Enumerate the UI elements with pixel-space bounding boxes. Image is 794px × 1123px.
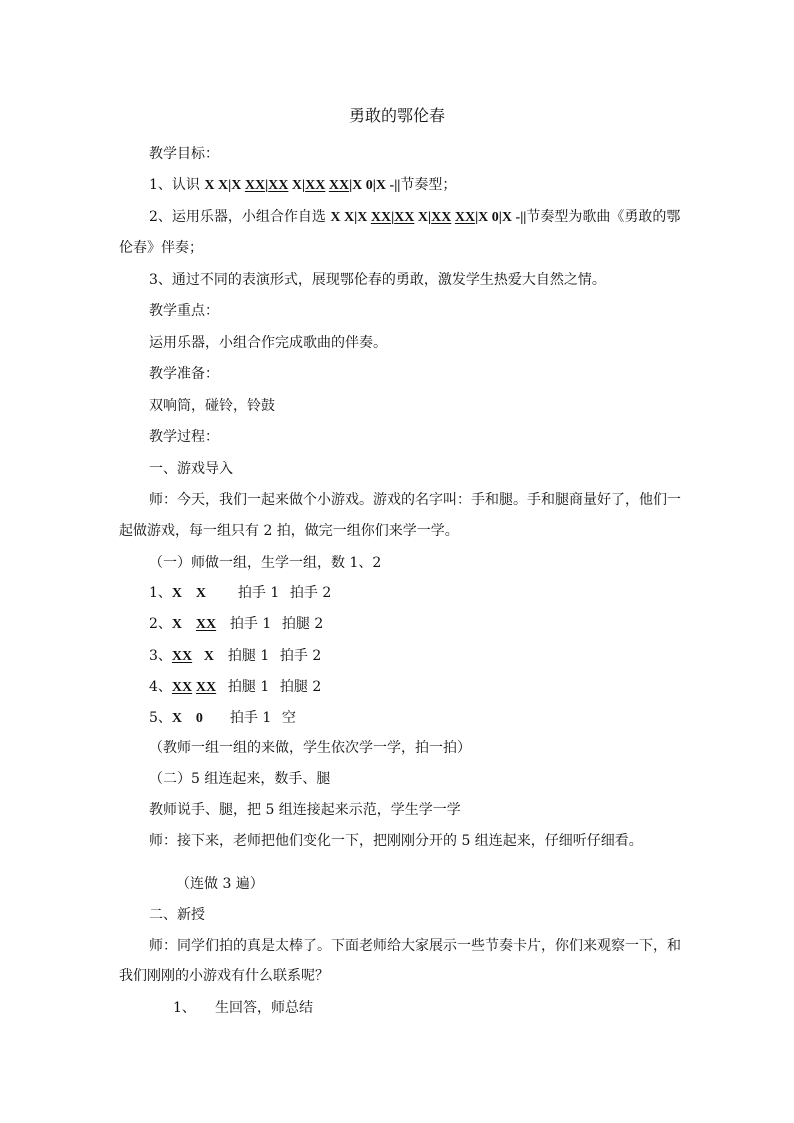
drill-number: 2、 xyxy=(149,616,172,632)
drill-rhythm-b: XX xyxy=(195,680,217,695)
rhythm-symbol: | xyxy=(391,210,395,225)
objective-item-1 xyxy=(149,175,456,195)
new-lesson-line-2: 我们刚刚的小游戏有什么联系呢？ xyxy=(119,968,329,984)
drill-number: 3、 xyxy=(149,648,172,664)
drill-desc-2: 空 xyxy=(281,710,296,726)
drill-number: 5、 xyxy=(149,710,172,726)
rhythm-symbol: XX xyxy=(268,178,289,193)
drill-rhythm-b: X xyxy=(195,586,207,601)
drill-rhythm-a: XX xyxy=(171,680,193,695)
preparation-heading: 教学准备： xyxy=(149,366,219,382)
rhythm-symbol: | xyxy=(265,178,269,193)
drill-desc-1: 拍腿 1 xyxy=(227,648,270,664)
rhythm-symbol: || xyxy=(520,210,527,225)
preparation-text: 双响筒，碰铃，铃鼓 xyxy=(149,398,275,414)
process-heading: 教学过程： xyxy=(149,429,219,445)
rhythm-symbol: 0 xyxy=(491,210,499,225)
objective-item-3: 3、通过不同的表演形式，展现鄂伦春的勇敢，激发学生热爱大自然之情。 xyxy=(149,272,606,288)
subsection-2-text: 教师说手、腿，把 5 组连接起来示范，学生学一学 xyxy=(149,802,461,818)
drill-number: 4、 xyxy=(149,679,172,695)
subsection-1: （一）师做一组，生学一组，数 1、2 xyxy=(149,555,382,571)
rhythm-symbol: X xyxy=(330,210,341,225)
rhythm-symbol: | xyxy=(498,210,502,225)
drill-number: 1、 xyxy=(149,585,172,601)
rhythm-symbol: X xyxy=(417,210,429,225)
objective-item-2 xyxy=(149,207,680,227)
rhythm-symbol: X xyxy=(352,178,363,193)
rhythm-pattern xyxy=(330,210,526,225)
subsection-2-text-2: 师：接下来，老师把他们变化一下，把刚刚分开的 5 组连起来，仔细听仔细看。 xyxy=(149,833,643,849)
objective-item-2-cont: 伦春》伴奏； xyxy=(119,240,203,256)
rhythm-symbol: X xyxy=(291,178,303,193)
drill-rhythm-a: XX xyxy=(171,649,193,664)
rhythm-symbol: X xyxy=(478,210,489,225)
drill-rhythm-a: X xyxy=(171,711,183,726)
subsection-2: （二）5 组连起来，数手、腿 xyxy=(149,771,331,787)
section-1-heading: 一、游戏导入 xyxy=(149,461,233,477)
drill-desc-2: 拍手 2 xyxy=(289,585,332,601)
rhythm-symbol: | xyxy=(228,178,232,193)
rhythm-symbol: XX xyxy=(394,210,415,225)
step-1 xyxy=(173,998,313,1018)
objective-2-prefix: 2、运用乐器，小组合作自选 xyxy=(149,209,331,225)
drill-desc-2: 拍腿 2 xyxy=(281,616,324,632)
rhythm-symbol: - xyxy=(515,210,521,225)
drill-desc-1: 拍手 1 xyxy=(229,710,272,726)
key-points-heading: 教学重点： xyxy=(149,303,219,319)
rhythm-symbol: X xyxy=(204,178,215,193)
rhythm-symbol: XX xyxy=(305,178,326,193)
drill-row xyxy=(149,614,323,634)
page-title: 勇敢的鄂伦春 xyxy=(348,106,445,125)
step-1-number: 1、 xyxy=(173,1000,196,1016)
rhythm-symbol: || xyxy=(394,178,401,193)
rhythm-symbol: X xyxy=(501,210,513,225)
drill-row xyxy=(149,677,321,697)
rhythm-symbol: | xyxy=(428,210,432,225)
objectives-heading: 教学目标： xyxy=(149,146,219,162)
rhythm-symbol: - xyxy=(389,178,395,193)
intro-line-1: 师：今天，我们一起来做个小游戏。游戏的名字叫：手和腿。手和腿商量好了，他们一 xyxy=(149,492,681,508)
rhythm-symbol: X xyxy=(343,210,355,225)
drill-row xyxy=(149,708,296,728)
drill-rhythm-a: X xyxy=(171,617,183,632)
new-lesson-line-1: 师：同学们拍的真是太棒了。下面老师给大家展示一些节奏卡片，你们来观察一下，和 xyxy=(149,938,681,954)
rhythm-pattern xyxy=(204,178,400,193)
drill-desc-1: 拍手 1 xyxy=(237,585,280,601)
drill-note: （教师一组一组的来做，学生依次学一学，拍一拍） xyxy=(149,740,471,756)
objective-1-suffix: 节奏型； xyxy=(400,177,457,193)
step-1-text: 生回答，师总结 xyxy=(215,1000,313,1016)
rhythm-symbol: 0 xyxy=(365,178,373,193)
rhythm-symbol: X xyxy=(217,178,229,193)
drill-desc-2: 拍腿 2 xyxy=(279,679,322,695)
drill-desc-1: 拍手 1 xyxy=(229,616,272,632)
drill-desc-1: 拍腿 1 xyxy=(227,679,270,695)
rhythm-symbol: X xyxy=(357,210,368,225)
rhythm-symbol: | xyxy=(475,210,479,225)
objective-1-prefix: 1、认识 xyxy=(149,177,205,193)
drill-rhythm-b: 0 xyxy=(195,711,203,726)
drill-row xyxy=(149,646,321,666)
drill-row xyxy=(149,583,331,603)
drill-rhythm-b: XX xyxy=(195,617,217,632)
drill-rhythm-b: X xyxy=(203,649,215,664)
rhythm-symbol: | xyxy=(354,210,358,225)
rhythm-symbol: X xyxy=(231,178,242,193)
rhythm-symbol: XX xyxy=(244,178,266,193)
rhythm-symbol: X xyxy=(375,178,387,193)
rhythm-symbol: XX xyxy=(431,210,452,225)
rhythm-symbol: XX xyxy=(454,210,476,225)
rhythm-symbol: | xyxy=(372,178,376,193)
rhythm-symbol: | xyxy=(349,178,353,193)
repeat-note: （连做 3 遍） xyxy=(176,876,264,892)
drill-desc-2: 拍手 2 xyxy=(279,648,322,664)
key-points-text: 运用乐器，小组合作完成歌曲的伴奏。 xyxy=(149,335,387,351)
objective-2-suffix: 节奏型为歌曲《勇敢的鄂 xyxy=(526,209,681,225)
rhythm-symbol: | xyxy=(302,178,306,193)
rhythm-symbol: XX xyxy=(328,178,350,193)
intro-line-2: 起做游戏，每一组只有 2 拍，做完一组你们来学一学。 xyxy=(119,523,459,539)
section-2-heading: 二、新授 xyxy=(149,907,205,923)
rhythm-symbol: XX xyxy=(370,210,392,225)
drill-rhythm-a: X xyxy=(171,586,183,601)
